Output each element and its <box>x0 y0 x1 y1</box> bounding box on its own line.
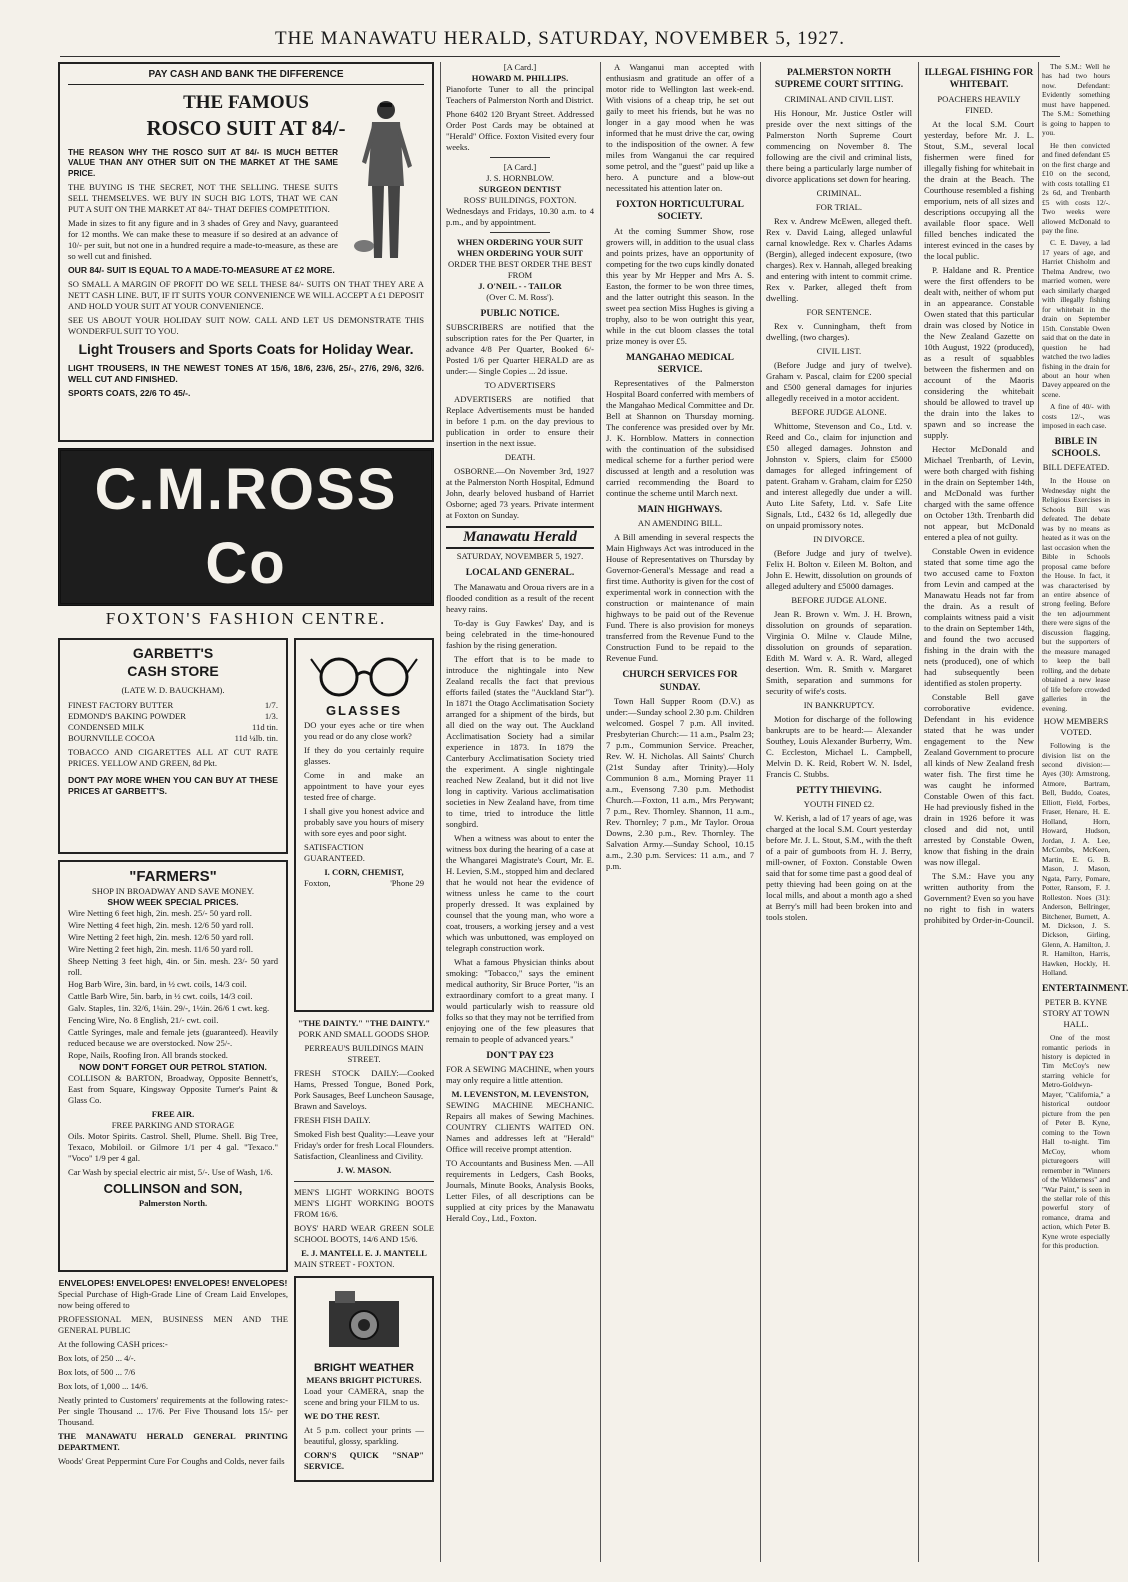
section-subheading: CIVIL LIST. <box>816 345 862 356</box>
sewing-name: M. LEVENSTON, M. LEVENSTON, <box>451 1088 589 1099</box>
article-paragraph: Rex v. Andrew McEwen, alleged theft. Rex v. David Laing, alleged unlawful carnal knowledge. Rex v. Charles Adams (Bergin), alleged indecent exposure, (two charges). Rex v. Hannah, alleged breaking and entering with intent to commit crime. Rex v. Parker, alleged theft from dwelling. <box>766 215 912 303</box>
section-heading: CHURCH SERVICES FOR SUNDAY. <box>622 669 738 693</box>
rosco-strap: PAY CASH AND BANK THE DIFFERENCE <box>68 69 424 85</box>
dainty-p2: FRESH FISH DAILY. <box>294 1115 371 1126</box>
price-item: EDMOND'S BAKING POWDER <box>68 711 187 722</box>
mantell-advert <box>294 1187 434 1270</box>
mantell-p2: BOYS' HARD WEAR GREEN SOLE SCHOOL BOOTS, 14/6 AND 15/6. <box>294 1223 434 1245</box>
column-ads-left <box>58 62 434 1567</box>
farmers-sub2: SHOW WEEK SPECIAL PRICES. <box>107 897 239 908</box>
dainty-p3: Smoked Fish best Quality:—Leave your Friday's order for fresh Local Flounders. Satisfaction, Cleanliness and Civility. <box>294 1129 434 1162</box>
weather-p2: WE DO THE REST. <box>304 1411 380 1422</box>
glasses-title: GLASSES <box>325 703 403 719</box>
card-addr: ROSS' BUILDINGS, FOXTON. <box>463 195 577 205</box>
price-value: 11d ¼lb. tin. <box>234 733 278 744</box>
herald-nameplate: Manawatu Herald <box>446 526 594 549</box>
article-paragraph: The effort that is to be made to introduce the nightingale into New Zealand recalls the fact that previous efforts failed (states the "Auckland Star"). In 1871 the Otago Acclimatisation Society arranged for a shipment of the birds, but all died on the way out. The Auckland Acclimatisation Society had a similar experience in 1873. In 1879 the Canterbury Acclimatisation Society tried the experiment. A single nightingale reached New Zealand, but it did not live long in captivity. Various acclimatisation societies in New Zealand have, from time to time, tried to introduce the little songbird. <box>446 653 594 829</box>
section-heading: PUBLIC NOTICE. <box>480 308 560 319</box>
weather-advert <box>294 1276 434 1482</box>
article-paragraph: He then convicted and fined defendant £5 on the first charge and £10 on the second, with costs totalling £1 2s 6d, and Trenbarth £5 with costs 12/-. Two weeks were allowed McDonald to pay the fine. <box>1042 140 1110 235</box>
section-subheading: BEFORE JUDGE ALONE. <box>791 594 887 605</box>
section-subheading: CRIMINAL AND CIVIL LIST. <box>784 93 894 104</box>
section-heading: MAIN HIGHWAYS. <box>637 504 723 516</box>
masthead: THE MANAWATU HERALD, SATURDAY, NOVEMBER 5, 1927. <box>274 28 846 49</box>
glasses-p5: SATISFACTION GUARANTEED. <box>304 841 365 863</box>
article-paragraph: To-day is Guy Fawkes' Day, and is being celebrated in the time-honoured fashion by the rising generation. <box>446 617 594 650</box>
column-news-1 <box>606 62 754 1567</box>
section-heading: PALMERSTON NORTH SUPREME COURT SITTING. <box>774 67 904 91</box>
column-rule <box>600 62 601 1562</box>
envelopes-price: Box lots, of 500 ... 7/6 <box>58 1367 136 1378</box>
price-item: CONDENSED MILK <box>68 722 145 733</box>
death-notice: OSBORNE.—On November 3rd, 1927 at the Palmerston North Hospital, Edmund John, dearly beloved husband of Harriet Osborne; aged 73 years. Private interment at Foxton on Sunday. <box>446 466 594 521</box>
rosco-p7: SPORTS COATS, 22/6 TO 45/-. <box>68 388 191 399</box>
weather-p4: CORN'S QUICK "SNAP" SERVICE. <box>304 1450 424 1472</box>
camera-icon <box>319 1287 409 1357</box>
mantell-addr: MAIN STREET - FOXTON. <box>294 1259 395 1270</box>
divider <box>490 232 549 233</box>
section-subheading: PETER B. KYNE STORY AT TOWN HALL. <box>1042 997 1110 1030</box>
article-paragraph: Representatives of the Palmerston Hospital Board conferred with members of the Mangahao Medical Committee and Dr. Bell at Shannon on Thursday morning. The conference was presided over by Mr. J. K. Hornblow. Matters in connection with the continuation of the subsidised medical scheme for a further period were discussed at length and a resolution was carried recommending the Board to continue the scheme until March next. <box>606 378 754 499</box>
garbett-title2: CASH STORE <box>127 663 219 680</box>
article-paragraph: Following is the division list on the second division:— Ayes (30): Armstrong, Atmore, Bartram, Bell, Buddo, Coates, Elliott, Field, Forbes, Fraser, Henare, H. E. Holland, Horn, Howard, Hudson, Jordan, J. A. Lee, McCombs, McKeen, Martin, E. G. B. Mason, J. Mason, Ngata, Parry, Pomare, Potter, Ransom, F. J. Rolleston. Noes (31): Anderson, Bellringer, Bitchener, Burnett, A. M. Dickson, J. S. Dickson, Girling, Glenn, A. Hamilton, J. R. Hamilton, Harris, Hawken, Hockly, H. Holland. <box>1042 741 1110 978</box>
price-value: 1/7. <box>264 700 278 711</box>
oneil-line2: ORDER THE BEST ORDER THE BEST <box>448 259 592 269</box>
card-label: [A Card.] <box>503 162 537 172</box>
article-paragraph: (Before Judge and jury of twelve). Graham v. Pascal, claim for £200 special and £500 general damages for injuries allegedly received in a motor accident. <box>766 359 912 403</box>
column-rule <box>1038 62 1039 1562</box>
list-item: Hog Barb Wire, 3in. bard, in ½ cwt. coils, 14/3 coil. <box>68 979 247 990</box>
garbett-price-list <box>68 700 278 744</box>
article-paragraph: The S.M.: Have you any written authority from the Government? Even so you have no right to fish in waters prohibited by Order-in-Council. <box>924 870 1034 925</box>
rosco-title: THE FAMOUS <box>183 91 309 113</box>
glasses-p2: If they do you certainly require glasses. <box>304 744 424 766</box>
farmers-free-air: FREE AIR. <box>151 1109 195 1120</box>
notice-text: SUBSCRIBERS are notified that the subscription rates for the Per Quarter, in advance 4/8 Per Quarter, Booked 6/- Posted 1/6 per Quarter HERALD are as under:— Single Copies ... 2d issue. <box>446 322 594 377</box>
envelopes-p1: Special Purchase of High-Grade Line of Cream Laid Envelopes, now being offered to <box>58 1289 288 1311</box>
farmers-wash: Car Wash by special electric air mist, 5/-. Use of Wash, 1/6. <box>68 1167 273 1178</box>
section-heading: PETTY THIEVING. <box>796 784 882 796</box>
section-subheading: AN AMENDING BILL. <box>637 518 723 529</box>
article-paragraph: (Before Judge and jury of twelve). Felix H. Bolton v. Eileen M. Bolton, and John E. Hewitt, dissolution on grounds of alleged adultery and £5000 damages. <box>766 547 912 591</box>
section-heading: DEATH. <box>504 452 536 463</box>
price-item: BOURNVILLE COCOA <box>68 733 156 744</box>
sewing-text2: SEWING MACHINE MECHANIC. Repairs all makes of Sewing Machines. COUNTRY CLIENTS WAITED ON. Names and addresses left at "Herald" Office will receive prompt attention. <box>446 1099 594 1154</box>
section-subheading: IN BANKRUPTCY. <box>803 699 875 710</box>
rosco-p2: Made in sizes to fit any figure and in 3 shades of Grey and Navy, guaranteed for 12 months. We can make these to measure if so desired at an advance of 10/- per suit, but not one in a hundred require a made-to-measure, as these are so well cut and finished. <box>68 218 338 262</box>
farmers-parking: FREE PARKING AND STORAGE <box>111 1120 235 1131</box>
dainty-title: "THE DAINTY." "THE DAINTY." <box>297 1018 431 1029</box>
card-contact: Phone 6402 120 Bryant Street. Addressed Order Post Cards may be obtained at "Herald" Office. Foxton Visited every four weeks. <box>446 109 594 152</box>
rosco-p5: SEE US ABOUT YOUR HOLIDAY SUIT NOW. CALL AND LET US DEMONSTRATE THIS WONDERFUL SUIT TO YOU. <box>68 315 424 337</box>
article-paragraph: Rex v. Cunningham, theft from dwelling, (two charges). <box>766 320 912 342</box>
farmers-petrol: NOW DON'T FORGET OUR PETROL STATION. <box>79 1062 267 1073</box>
section-subheading: YOUTH FINED £2. <box>803 798 875 809</box>
section-subheading: POACHERS HEAVILY FINED. <box>937 93 1021 115</box>
glasses-p1: DO your eyes ache or tire when you read or do any close work? <box>304 719 424 741</box>
farmers-town: Palmerston North. <box>138 1198 208 1209</box>
garbett-foot: DON'T PAY MORE WHEN YOU CAN BUY AT THESE PRICES AT GARBETT'S. <box>68 775 278 797</box>
column-rule <box>918 62 919 1562</box>
garbett-sub: (LATE W. D. BAUCKHAM). <box>121 685 225 696</box>
glasses-phone: 'Phone 29 <box>390 877 424 888</box>
farmers-oils: Oils. Motor Spirits. Castrol. Shell, Plume. Shell. Big Tree, Texaco, Mobiloil. or Gilmore 1/1 per 4 gal. "Texaco." "Voco" 1/9 per 4 gal. <box>68 1131 278 1164</box>
column-news-2 <box>766 62 912 1567</box>
glasses-town: Foxton, <box>304 877 331 888</box>
list-item: Cattle Barb Wire, 5in. barb, in ½ cwt. coils, 14/3 coil. <box>68 991 253 1002</box>
man-in-suit-illustration <box>346 96 426 266</box>
article-paragraph: At the coming Summer Show, rose growers will, in addition to the usual class and points prizes, have an opportunity of competing for the two cups kindly donated this year by Mr Hepper and Mrs A. S. Easton, the former to be won three times, and the latter outright this season. In the sweet pea section Miss Hughes is giving a trophy, also to be won outright this year, while in the cut bloom classes the total prize money is over £5. <box>606 225 754 346</box>
envelopes-price: Box lots, of 250 ... 4/-. <box>58 1353 136 1364</box>
masthead-rule <box>60 56 1060 57</box>
column-news-3 <box>924 62 1034 1567</box>
list-item: Galv. Staples, 1in. 32/6, 1¼in. 29/-, 1½in. 26/6 1 cwt. keg. <box>68 1003 270 1014</box>
card-name: J. S. HORNBLOW. <box>486 173 554 183</box>
article-paragraph: What a famous Physician thinks about smoking: "Tobacco," says the eminent medical authority, Sir Bruce Porter, "is an extraordinary comfort to a great many. I would particularly wish to reassure old folks so that they may not be terrified from enjoying one of the few pleasures that remain to people of advanced years." <box>446 956 594 1044</box>
section-heading: MANGAHAO MEDICAL SERVICE. <box>626 351 734 375</box>
section-heading: BIBLE IN SCHOOLS. <box>1051 435 1101 460</box>
rosco-advert <box>58 62 434 442</box>
envelopes-p6: Woods' Great Peppermint Cure For Coughs and Colds, never fails <box>58 1456 285 1467</box>
section-subheading: BILL DEFEATED. <box>1042 462 1110 473</box>
article-paragraph: Motion for discharge of the following bankrupts are to be heard:— Alexander Southey, Louis Alexander Burberry, Wm. C. Eccleston, Michael L. Campbell, Melvin D. K. Reid, Robert W. N. Isdel, Francis C. Stubbs. <box>766 713 912 779</box>
card-hours: Wednesdays and Fridays, 10.30 a.m. to 4 p.m., and by appointment. <box>446 206 594 227</box>
section-subheading: FOR SENTENCE. <box>806 306 872 317</box>
section-heading: TO ADVERTISERS <box>484 380 556 391</box>
envelopes-title: ENVELOPES! ENVELOPES! ENVELOPES! ENVELOPES! <box>58 1278 288 1289</box>
garbett-title: GARBETT'S <box>132 645 214 662</box>
dainty-name: J. W. MASON. <box>336 1165 392 1176</box>
column-news-4 <box>1042 62 1128 1567</box>
ross-tagline: FOXTON'S FASHION CENTRE. <box>105 609 387 629</box>
envelopes-p4: Neatly printed to Customers' requirements at the following rates:- Per single Thousand ... 17/6. Per Five Thousand lots 15/- per Thousand. <box>58 1395 288 1428</box>
envelopes-advert <box>58 1278 288 1467</box>
article-paragraph: One of the most romantic periods in history is depicted in Tim McCoy's new starring vehicle for Metro-Goldwyn-Mayer, "California," a historical outdoor picture from the pen of Peter B. Kyne, coming to the Town Hall to-night. Tim McCoy, whom picturegoers will remember in "Winners of the Wilderness" and "War Paint," is seen in the stellar role of this powerful story of romance, drama and action, which Peter B. Kyne wrote especially for this production. <box>1042 1033 1110 1251</box>
farmers-addr: COLLISON & BARTON, Broadway, Opposite Bennett's, East from Square, Kingsway Opposite Turner's Paint & Glass Co. <box>68 1073 278 1106</box>
oneil-line3: FROM <box>507 270 533 280</box>
envelopes-p2: PROFESSIONAL MEN, BUSINESS MEN AND THE GENERAL PUBLIC <box>58 1314 288 1336</box>
rosco-lead: THE REASON WHY THE ROSCO SUIT AT 84/- IS MUCH BETTER VALUE THAN ANY OTHER SUIT ON THE MARKET AT THE SAME PRICE. <box>68 147 338 178</box>
oneil-line5: (Over C. M. Ross'). <box>486 292 554 302</box>
article-paragraph: W. Kerish, a lad of 17 years of age, was charged at the local S.M. Court yesterday before Mr. J. L. Stout, S.M., with the theft of a pair of gumboots from H. J. Berry, mill-owner, of Foxton. Constable Owen said that for some time past a good deal of petty thieving had been going on at the local mills, and about a month ago a shed at Berry's mill had been broken into and tools stolen. <box>766 812 912 922</box>
dainty-p1: FRESH STOCK DAILY:—Cooked Hams, Pressed Tongue, Boned Pork, Pork Sausages, Beef Luncheon Sausage, Brawn and Saveloys. <box>294 1068 434 1112</box>
dainty-advert <box>294 1018 434 1176</box>
article-paragraph: A Bill amending in several respects the Main Highways Act was introduced in the House of Representatives on Thursday by Governor-General's Message and read a first time. Authority is given for the cost of experimental work in connection with the construction or maintenance of main highways to be paid out of the Revenue Fund. There is also provision for moneys transferred from the Revenue Fund to the Construction Fund to be repaid to the Revenue Fund. <box>606 532 754 664</box>
section-heading: LOCAL AND GENERAL. <box>465 567 575 579</box>
section-heading: ENTERTAINMENT. <box>1042 982 1128 994</box>
article-paragraph: His Honour, Mr. Justice Ostler will preside over the next sittings of the Palmerston North Supreme Court commencing on November 8. The following are the civil and criminal lists, there being a particularly large number of divorce applications set down for hearing. <box>766 107 912 184</box>
section-subheading: CRIMINAL. <box>816 187 862 198</box>
sewing-heading: DON'T PAY £23 <box>486 1049 554 1061</box>
article-paragraph: Whittome, Stevenson and Co., Ltd. v. Reed and Co., claim for injunction and £50 alleged damages. Johnston and Johnston v. Spiers, claim for £5000 damages for alleged infringement of patent. Graham v. Graham, claim for £250 and interest allegedly due under a will. Auto Lite Safety, Ltd. v. Safe Lite Signals, Ltd., £432 6s 1d, allegedly due on unpaid promissory notes. <box>766 420 912 530</box>
list-item: Rope, Nails, Roofing Iron. All brands stocked. <box>68 1050 228 1061</box>
article-paragraph: Town Hall Supper Room (D.V.) as under:—Sunday school 2.30 p.m. Children welcomed. Gospel 7 p.m. All invited. Presbyterian Church:— 11 a.m., Psalm 23; 7 p.m., Communion Service. Preacher, Rev. W. H. Nicholas. All Saints' Church (21st Sunday after Trinity).—Holy Communion 8 a.m., Morning Prayer 11 a.m., Evensong 7.30 p.m. Methodist Church.—Foxton, 11 a.m., Mrs Perywant; 7 p.m., Rev. Thornley. Shannon, 11 a.m., Rev. Thornley; 7 p.m., Mr Taylor. Oroua Downs, 2.30 p.m., Rev. Thornley. The Salvation Army.—Sunday School, 10.15 a.m., 2.30 p.m. Services: 11 a.m., and 7 p.m. <box>606 695 754 871</box>
price-value: 11d tin. <box>252 722 278 733</box>
rosco-p3: OUR 84/- SUIT IS EQUAL TO A MADE-TO-MEASURE AT £2 MORE. <box>68 265 335 276</box>
article-paragraph: When a witness was about to enter the witness box during the hearing of a case at the Whangarei Magistrate's Court, Mr. E. H. Levien, S.M., stopped him and declared that he would not hear the evidence of witness unless he came to the court properly dressed. It was explained by counsel that the young man, who wore a coat, trousers, a working jersey and a vest which was unbuttoned, was employed on telegraph construction work. <box>446 832 594 953</box>
spectacles-icon <box>309 649 419 699</box>
garbett-advert <box>58 638 288 854</box>
advertisers-text: ADVERTISERS are notified that Replace Advertisements must be handed in before 1 p.m. on the day previous to publication in order to ensure their insertion in the next issue. <box>446 394 594 449</box>
list-item: Wire Netting 2 feet high, 2in. mesh. 12/6 50 yard roll. <box>68 932 254 943</box>
farmers-title: "FARMERS" <box>129 868 217 886</box>
farmers-list <box>68 908 278 1061</box>
article-paragraph: A Wanganui man accepted with enthusiasm and gratitude an offer of a motor ride to Wellington last week-end. With visions of a cheap trip, he set out gaily to meet his friends, but he was no longer in a gay mood when he was informed that he must drive the car, owing to the indisposition of the owner. A few miles from Wanganui the car required some petrol, and the "guest" paid up like a hero. A puncture and a blow-out necessitated his attention later on. <box>606 62 754 193</box>
ross-logo: C.M.ROSS Co <box>58 448 434 606</box>
column-rule <box>760 62 761 1562</box>
column-notices <box>446 62 594 1567</box>
divider <box>294 1181 434 1182</box>
glasses-name: I. CORN, CHEMIST, <box>324 866 404 877</box>
section-heading: FOXTON HORTICULTURAL SOCIETY. <box>616 199 744 223</box>
mantell-p1: MEN'S LIGHT WORKING BOOTS MEN'S LIGHT WORKING BOOTS FROM 16/6. <box>294 1187 434 1220</box>
card-role: SURGEON DENTIST <box>478 184 562 194</box>
rosco-p1: THE BUYING IS THE SECRET, NOT THE SELLING. THESE SUITS SELL THEMSELVES. WE BUY IN SUCH BIG LOTS, THAT WE CAN PUT A SUIT ON THE MARKET AT 84/- THAT DEFIES COMPETITION. <box>68 182 338 215</box>
section-subheading: FOR TRIAL. <box>815 201 863 212</box>
card-name: HOWARD M. PHILLIPS. <box>471 73 569 83</box>
rosco-p6: LIGHT TROUSERS, IN THE NEWEST TONES AT 15/6, 18/6, 23/6, 25/-, 27/6, 29/6, 32/6. WELL CUT AND FINISHED. <box>68 363 424 385</box>
rosco-price: ROSCO SUIT AT 84/- <box>146 116 346 141</box>
list-item: Sheep Netting 3 feet high, 4in. or 5in. mesh. 23/- 50 yard roll. <box>68 956 278 978</box>
card-label: [A Card.] <box>503 62 537 72</box>
rosco-p4: SO SMALL A MARGIN OF PROFIT DO WE SELL THESE 84/- SUITS ON THAT THEY ARE A NETT CASH LINE. BUT, IF IT SUITS YOUR CONVENIENCE WE WILL ACCEPT A £1 DEPOSIT AND HOLD YOUR SUIT AT YOUR CONVENIENCE. <box>68 279 424 312</box>
divider <box>490 157 549 158</box>
herald-date: SATURDAY, NOVEMBER 5, 1927. <box>456 551 584 562</box>
article-paragraph: At the local S.M. Court yesterday, before Mr. J. L. Stout, S.M., several local fishermen were fined for illegally fishing for whitebait in the drain at the Beach. The Courthouse resembled a fishing emporium, nets of all sizes and descriptions occupying all the available floor space. Well filled benches indicated the interest evinced in the cases by the local public. <box>924 118 1034 261</box>
accountants-text: TO Accountants and Business Men. —All requirements in Ledgers, Cash Books, Journals, Minute Books, Analysis Books, Letter Files, of all descriptions can be supplied at city prices by the Manawatu Herald Coy., Ltd., Foxton. <box>446 1157 594 1223</box>
envelopes-price: Box lots, of 1,000 ... 14/6. <box>58 1381 148 1392</box>
section-subheading: HOW MEMBERS VOTED. <box>1043 716 1109 738</box>
glasses-advert <box>294 638 434 1012</box>
glasses-p3: Come in and make an appointment to have your eyes tested free of charge. <box>304 769 424 802</box>
list-item: Wire Netting 6 feet high, 2in. mesh. 25/- 50 yard roll. <box>68 908 252 919</box>
article-paragraph: A fine of 40/- with costs 12/-, was imposed in each case. <box>1042 402 1110 431</box>
article-paragraph: Hector McDonald and Michael Trenbarth, of Levin, were both charged with fishing in the drain on September 14th, and McDonald was further charged with the same offence on October 13th. Trenbarth did not appear, but McDonald entered a plea of not guilty. <box>924 443 1034 542</box>
section-subheading: BEFORE JUDGE ALONE. <box>791 406 887 417</box>
farmers-sub1: SHOP IN BROADWAY AND SAVE MONEY. <box>91 886 255 897</box>
oneil-line4: J. O'NEIL - - TAILOR <box>478 281 562 291</box>
envelopes-p5: THE MANAWATU HERALD GENERAL PRINTING DEPARTMENT. <box>58 1431 288 1453</box>
column-rule <box>440 62 441 1562</box>
rosco-light: Light Trousers and Sports Coats for Holiday Wear. <box>78 341 414 358</box>
weather-sub: MEANS BRIGHT PICTURES. <box>306 1375 422 1386</box>
section-subheading: IN DIVORCE. <box>813 533 865 544</box>
farmers-advert <box>58 860 288 1272</box>
card-text: Pianoforte Tuner to all the principal Teachers of Palmerston North and District. <box>446 84 594 105</box>
dainty-addr: PERREAU'S BUILDINGS MAIN STREET. <box>304 1043 424 1065</box>
price-item: FINEST FACTORY BUTTER <box>68 700 174 711</box>
article-paragraph: In the House on Wednesday night the Religious Exercises in Schools Bill was defeated. The debate was by no means as heated as it was on the last occasion when the Bible in Schools proposal came before the House. In fact, it was characterised by an entire absence of strong feeling. Before the ten adjournment there were signs of the discussion flagging, but the supporters of the measure managed to keep the ball rolling, and the debate obtained a new lease of life before crowded galleries in the evening. <box>1042 476 1110 713</box>
list-item: Cattle Syringes, male and female jets (guaranteed). Heavily reduced because we are overstocked. Now 25/-. <box>68 1027 278 1049</box>
oneil-line1: WHEN ORDERING YOUR SUIT WHEN ORDERING YOUR SUIT <box>457 237 583 258</box>
article-paragraph: The S.M.: Well he has had two hours now. Defendant: Evidently something must have happened. The S.M.: Something is going to happen to you. <box>1042 62 1110 138</box>
article-paragraph: Constable Bell gave corroborative evidence. Defendant in his evidence stated that he was under engagement to the New Zealand Government to procure all kinds of New Zealand fresh water fish. The first time he was caught he informed Constable Owen of this fact. He had previously fished in the drain in 1926 before it was closed and did not, until arrested by Constable Owen, know that fishing in the drain was now illegal. <box>924 691 1035 867</box>
dainty-sub: PORK AND SMALL GOODS SHOP. <box>298 1029 430 1040</box>
list-item: Wire Netting 4 feet high, 2in. mesh. 12/6 50 yard roll. <box>68 920 254 931</box>
article-paragraph: C. E. Davey, a lad 17 years of age, and Harriet Chisholm and Thelma Andrew, two married women, were each similarly charged with illegally fishing for whitebait in the drain on September 15th. Constable Owen said that on the date in question he had watched the two ladies fishing in the drain for about an hour when Davey appeared on the scene. <box>1042 238 1110 399</box>
glasses-p4: I shall give you honest advice and probably save you hours of misery with sore eyes and poor sight. <box>304 805 424 838</box>
article-paragraph: Constable Owen in evidence stated that some time ago the two accused came to Foxton from Levin and camped at the Manawatu Heads not far from the drain. As a result of complaints witness paid a visit to the drain on September 14th, and found the two accused fishing in the drain with the nets (produced), one of which had subsequently been identified as stolen property. <box>924 545 1034 688</box>
section-heading: ILLEGAL FISHING FOR WHITEBAIT. <box>924 67 1034 91</box>
list-item: Fencing Wire, No. 8 English, 21/- cwt. coil. <box>68 1015 219 1026</box>
article-paragraph: P. Haldane and R. Prentice were the first offenders to be dealt with, neither of whom put in an appearance. Constable Owen stated that this particular drain was closed by Notice in the New Zealand Gazette on 10th August, 1922 (produced), as a result of squabbles between the fishermen and on account of the Maoris considering the whitebait should be allowed to travel up the drain into the lakes to spawn and so increase the supply. <box>924 264 1034 440</box>
weather-title: BRIGHT WEATHER <box>313 1362 414 1375</box>
price-value: 1/3. <box>264 711 278 722</box>
sewing-text: FOR A SEWING MACHINE, when yours may only require a little attention. <box>446 1063 594 1085</box>
weather-p1: Load your CAMERA, snap the scene and bring your FILM to us. <box>304 1386 424 1408</box>
mantell-name: E. J. MANTELL E. J. MANTELL <box>301 1248 427 1259</box>
weather-p3: At 5 p.m. collect your prints —beautiful, glossy, sparkling. <box>304 1425 424 1447</box>
farmers-firm: COLLINSON and SON, <box>103 1181 243 1197</box>
envelopes-p3: At the following CASH prices:- <box>58 1339 168 1350</box>
garbett-tobacco: TOBACCO AND CIGARETTES ALL AT CUT RATE PRICES. YELLOW AND GREEN, 8d Pkt. <box>68 747 278 769</box>
article-paragraph: The Manawatu and Oroua rivers are in a flooded condition as a result of the recent heavy rains. <box>446 581 594 614</box>
list-item: Wire Netting 2 feet high, 2in. mesh. 11/6 50 yard roll. <box>68 944 254 955</box>
article-paragraph: Jean R. Brown v. Wm. J. H. Brown, dissolution on grounds of separation. Virginia O. Milne v. Claude Milne, dissolution on grounds of separation. Edith M. Ward v. A. R. Ward, alleged desertion. Wm. R. Smith v. Margaret Smith, separation and summons for security of wife's costs. <box>766 608 912 696</box>
